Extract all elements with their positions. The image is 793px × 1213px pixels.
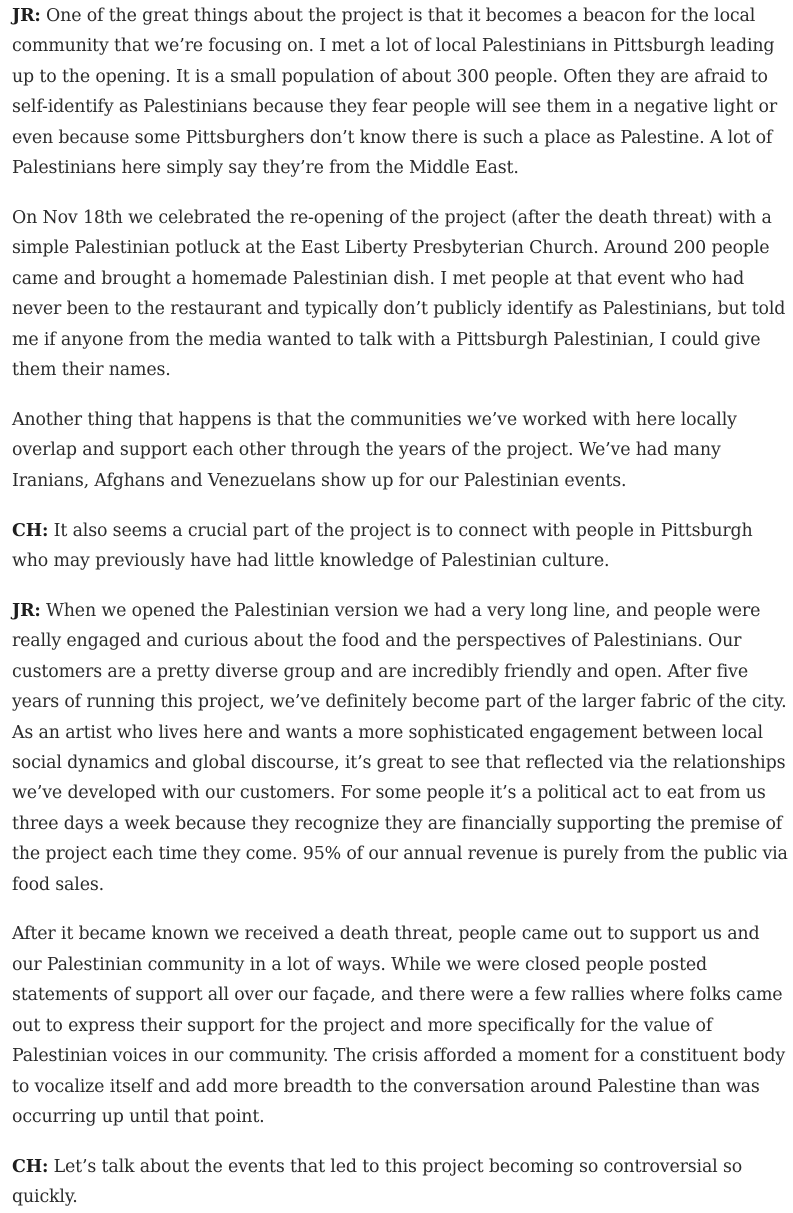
article-body	[0, 1, 793, 1213]
paragraph-text: Another thing that happens is that the communities we’ve worked with here locally overlap and support each other through the years of the project. We’ve had many Iranians, Afghans and Venezuelans show up for our Palestinian events.	[12, 409, 737, 491]
paragraph-communities	[12, 405, 793, 496]
paragraph-ch-controversy	[12, 1152, 793, 1213]
paragraph-death-threat	[12, 919, 793, 1132]
speaker-label: JR:	[12, 600, 41, 621]
paragraph-text: When we opened the Palestinian version we had a very long line, and people were really engaged and curious about the food and the perspectives of Palestinians. Our customers are a pretty diverse group and are incredibly friendly and open. After five years of running this project, we’ve definitely become part of the larger fabric of the city. As an artist who lives here and wants a more sophisticated engagement between local social dynamics and global discourse, it’s great to see that reflected via the relationships we’ve developed with our customers. For some people it’s a political act to eat from us three days a week because they recognize they are financially supporting the premise of the project each time they come. 95% of our annual revenue is purely from the public via food sales.	[12, 600, 788, 895]
paragraph-text: After it became known we received a death threat, people came out to support us and our Palestinian community in a lot of ways. While we were closed people posted statements of support all over our façade, and there were a few rallies where folks came out to express their support for the project and more specifically for the value of Palestinian voices in our community. The crisis afforded a moment for a constituent body to vocalize itself and add more breadth to the conversation around Palestine than was occurring up until that point.	[12, 924, 786, 1127]
speaker-label: JR:	[12, 6, 41, 26]
paragraph-text: One of the great things about the project is that it becomes a beacon for the local community that we’re focusing on. I met a lot of local Palestinians in Pittsburgh leading up to the opening. It is a small population of about 300 people. Often they are afraid to self-identify as Palestinians because they fear people will see them in a negative light or even because some Pittsburghers don’t know there is such a place as Palestine. A lot of Palestinians here simply say they’re from the Middle East.	[12, 6, 777, 179]
paragraph-text: It also seems a crucial part of the project is to connect with people in Pittsburgh who may previously have had little knowledge of Palestinian culture.	[12, 520, 753, 571]
paragraph-jr-opening	[12, 596, 793, 900]
paragraph-potluck	[12, 203, 793, 385]
paragraph-jr-beacon	[12, 1, 793, 183]
speaker-label: CH:	[12, 520, 49, 541]
paragraph-text: Let’s talk about the events that led to this project becoming so controversial so quickly.	[12, 1156, 743, 1208]
paragraph-ch-question	[12, 516, 793, 577]
speaker-label: CH:	[12, 1156, 49, 1177]
paragraph-text: On Nov 18th we celebrated the re-opening of the project (after the death threat) with a simple Palestinian potluck at the East Liberty Presbyterian Church. Around 200 people came and brought a homemade Palestinian dish. I met people at that event who had never been to the restaurant and typically don’t publicly identify as Palestinians, but told me if anyone from the media wanted to talk with a Pittsburgh Palestinian, I could give them their names.	[12, 207, 786, 380]
